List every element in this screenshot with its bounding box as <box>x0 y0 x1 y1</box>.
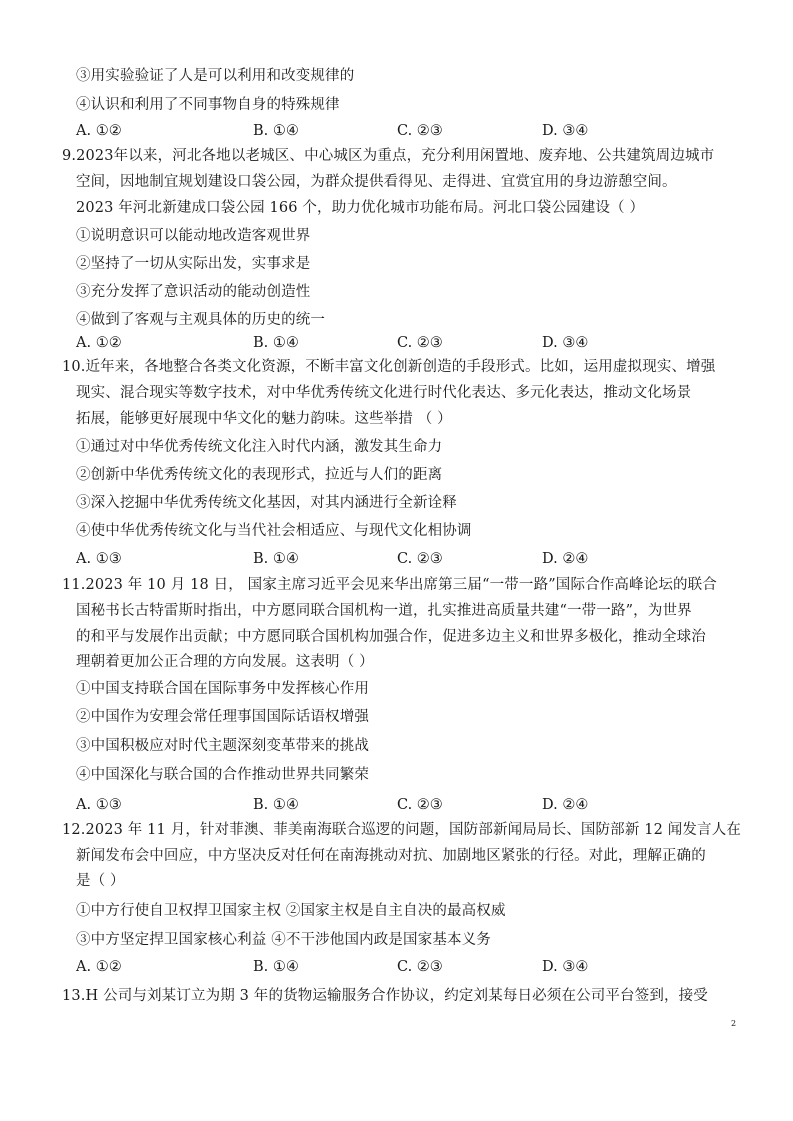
choice-a: A. ①② <box>76 123 122 139</box>
choice-a: A. ①③ <box>76 551 122 567</box>
option-line: ③充分发挥了意识活动的能动创造性 <box>76 284 311 300</box>
option-line: ②创新中华优秀传统文化的表现形式，拉近与人们的距离 <box>76 467 443 483</box>
choice-b: B. ①④ <box>253 959 299 975</box>
option-line: ④使中华优秀传统文化与当代社会相适应、与现代文化相协调 <box>76 523 472 539</box>
option-line: ③深入挖掘中华优秀传统文化基因，对其内涵进行全新诠释 <box>76 495 457 511</box>
option-line: ④中国深化与联合国的合作推动世界共同繁荣 <box>76 767 369 783</box>
option-line: ②坚持了一切从实际出发，实事求是 <box>76 256 311 272</box>
question-11-stem-cont: 的和平与发展作出贡献；中方愿同联合国机构加强合作，促进多边主义和世界多极化，推动全球治 <box>76 629 706 645</box>
question-10-stem-cont: 现实、混合现实等数字技术，对中华优秀传统文化进行时代化表达、多元化表达，推动文化场景 <box>76 385 692 401</box>
choice-d: D. ③④ <box>542 123 589 139</box>
option-line: ④做到了客观与主观具体的历史的统一 <box>76 312 326 328</box>
choice-b: B. ①④ <box>253 551 299 567</box>
question-9-stem-cont: 空间，因地制宜规划建设口袋公园，为群众提供看得见、走得进、宜赏宜用的身边游憩空间。 <box>76 174 677 190</box>
answer-choices <box>76 333 696 353</box>
question-9-stem: 9.2023年以来，河北各地以老城区、中心城区为重点，充分利用闲置地、废弃地、公共建筑周边城市 <box>62 148 715 164</box>
question-10-stem-cont: 拓展，能够更好展现中华文化的魅力韵味。这些举措 （ ） <box>76 411 452 427</box>
choice-c: C. ②③ <box>397 335 443 351</box>
choice-c: C. ②③ <box>397 123 443 139</box>
choice-a: A. ①② <box>76 335 122 351</box>
page-number: 2 <box>731 1019 737 1028</box>
choice-a: A. ①③ <box>76 797 122 813</box>
choice-b: B. ①④ <box>253 335 299 351</box>
question-11-stem-cont: 理朝着更加公正合理的方向发展。这表明（ ） <box>76 654 374 670</box>
question-12-stem-cont: 是（ ） <box>76 873 125 889</box>
option-line: ①中方行使自卫权捍卫国家主权 ②国家主权是自主自决的最高权威 <box>76 903 506 919</box>
answer-choices <box>76 957 696 977</box>
choice-c: C. ②③ <box>397 959 443 975</box>
option-line: ④认识和利用了不同事物自身的特殊规律 <box>76 97 340 113</box>
question-12-stem-cont: 新闻发布会中回应，中方坚决反对任何在南海挑动对抗、加剧地区紧张的行径。对此，理解正确的 <box>76 848 706 864</box>
question-9-stem-cont: 2023 年河北新建成口袋公园 166 个，助力优化城市功能布局。河北口袋公园建设（ ） <box>76 200 645 216</box>
option-line: ①说明意识可以能动地改造客观世界 <box>76 228 311 244</box>
choice-b: B. ①④ <box>253 123 299 139</box>
choice-b: B. ①④ <box>253 797 299 813</box>
option-line: ③中方坚定捍卫国家核心利益 ④不干涉他国内政是国家基本义务 <box>76 932 491 948</box>
answer-choices <box>76 795 696 815</box>
choice-d: D. ③④ <box>542 335 589 351</box>
option-line: ①通过对中华优秀传统文化注入时代内涵，激发其生命力 <box>76 439 443 455</box>
choice-d: D. ②④ <box>542 797 589 813</box>
question-13-stem: 13.H 公司与刘某订立为期 3 年的货物运输服务合作协议，约定刘某每日必须在公司平台签到，接受 <box>62 988 708 1004</box>
choice-c: C. ②③ <box>397 551 443 567</box>
option-line: ③用实验验证了人是可以利用和改变规律的 <box>76 68 355 84</box>
answer-choices <box>76 549 696 569</box>
choice-c: C. ②③ <box>397 797 443 813</box>
question-10-stem: 10.近年来，各地整合各类文化资源，不断丰富文化创新创造的手段形式。比如，运用虚拟现实、增强 <box>62 359 716 375</box>
choice-a: A. ①② <box>76 959 122 975</box>
question-11-stem: 11.2023 年 10 月 18 日， 国家主席习近平会见来华出席第三届“一带一路”国际合作高峰论坛的联合 <box>62 577 717 593</box>
answer-choices <box>76 121 696 141</box>
choice-d: D. ②④ <box>542 551 589 567</box>
option-line: ①中国支持联合国在国际事务中发挥核心作用 <box>76 681 369 697</box>
question-12-stem: 12.2023 年 11 月，针对菲澳、菲美南海联合巡逻的问题，国防部新闻局局长、国防部新 12 闻发言人在 <box>62 822 742 838</box>
question-11-stem-cont: 国秘书长古特雷斯时指出，中方愿同联合国机构一道，扎实推进高质量共建“一带一路”，为世界 <box>76 603 692 619</box>
choice-d: D. ③④ <box>542 959 589 975</box>
option-line: ③中国积极应对时代主题深刻变革带来的挑战 <box>76 738 369 754</box>
option-line: ②中国作为安理会常任理事国国际话语权增强 <box>76 709 369 725</box>
